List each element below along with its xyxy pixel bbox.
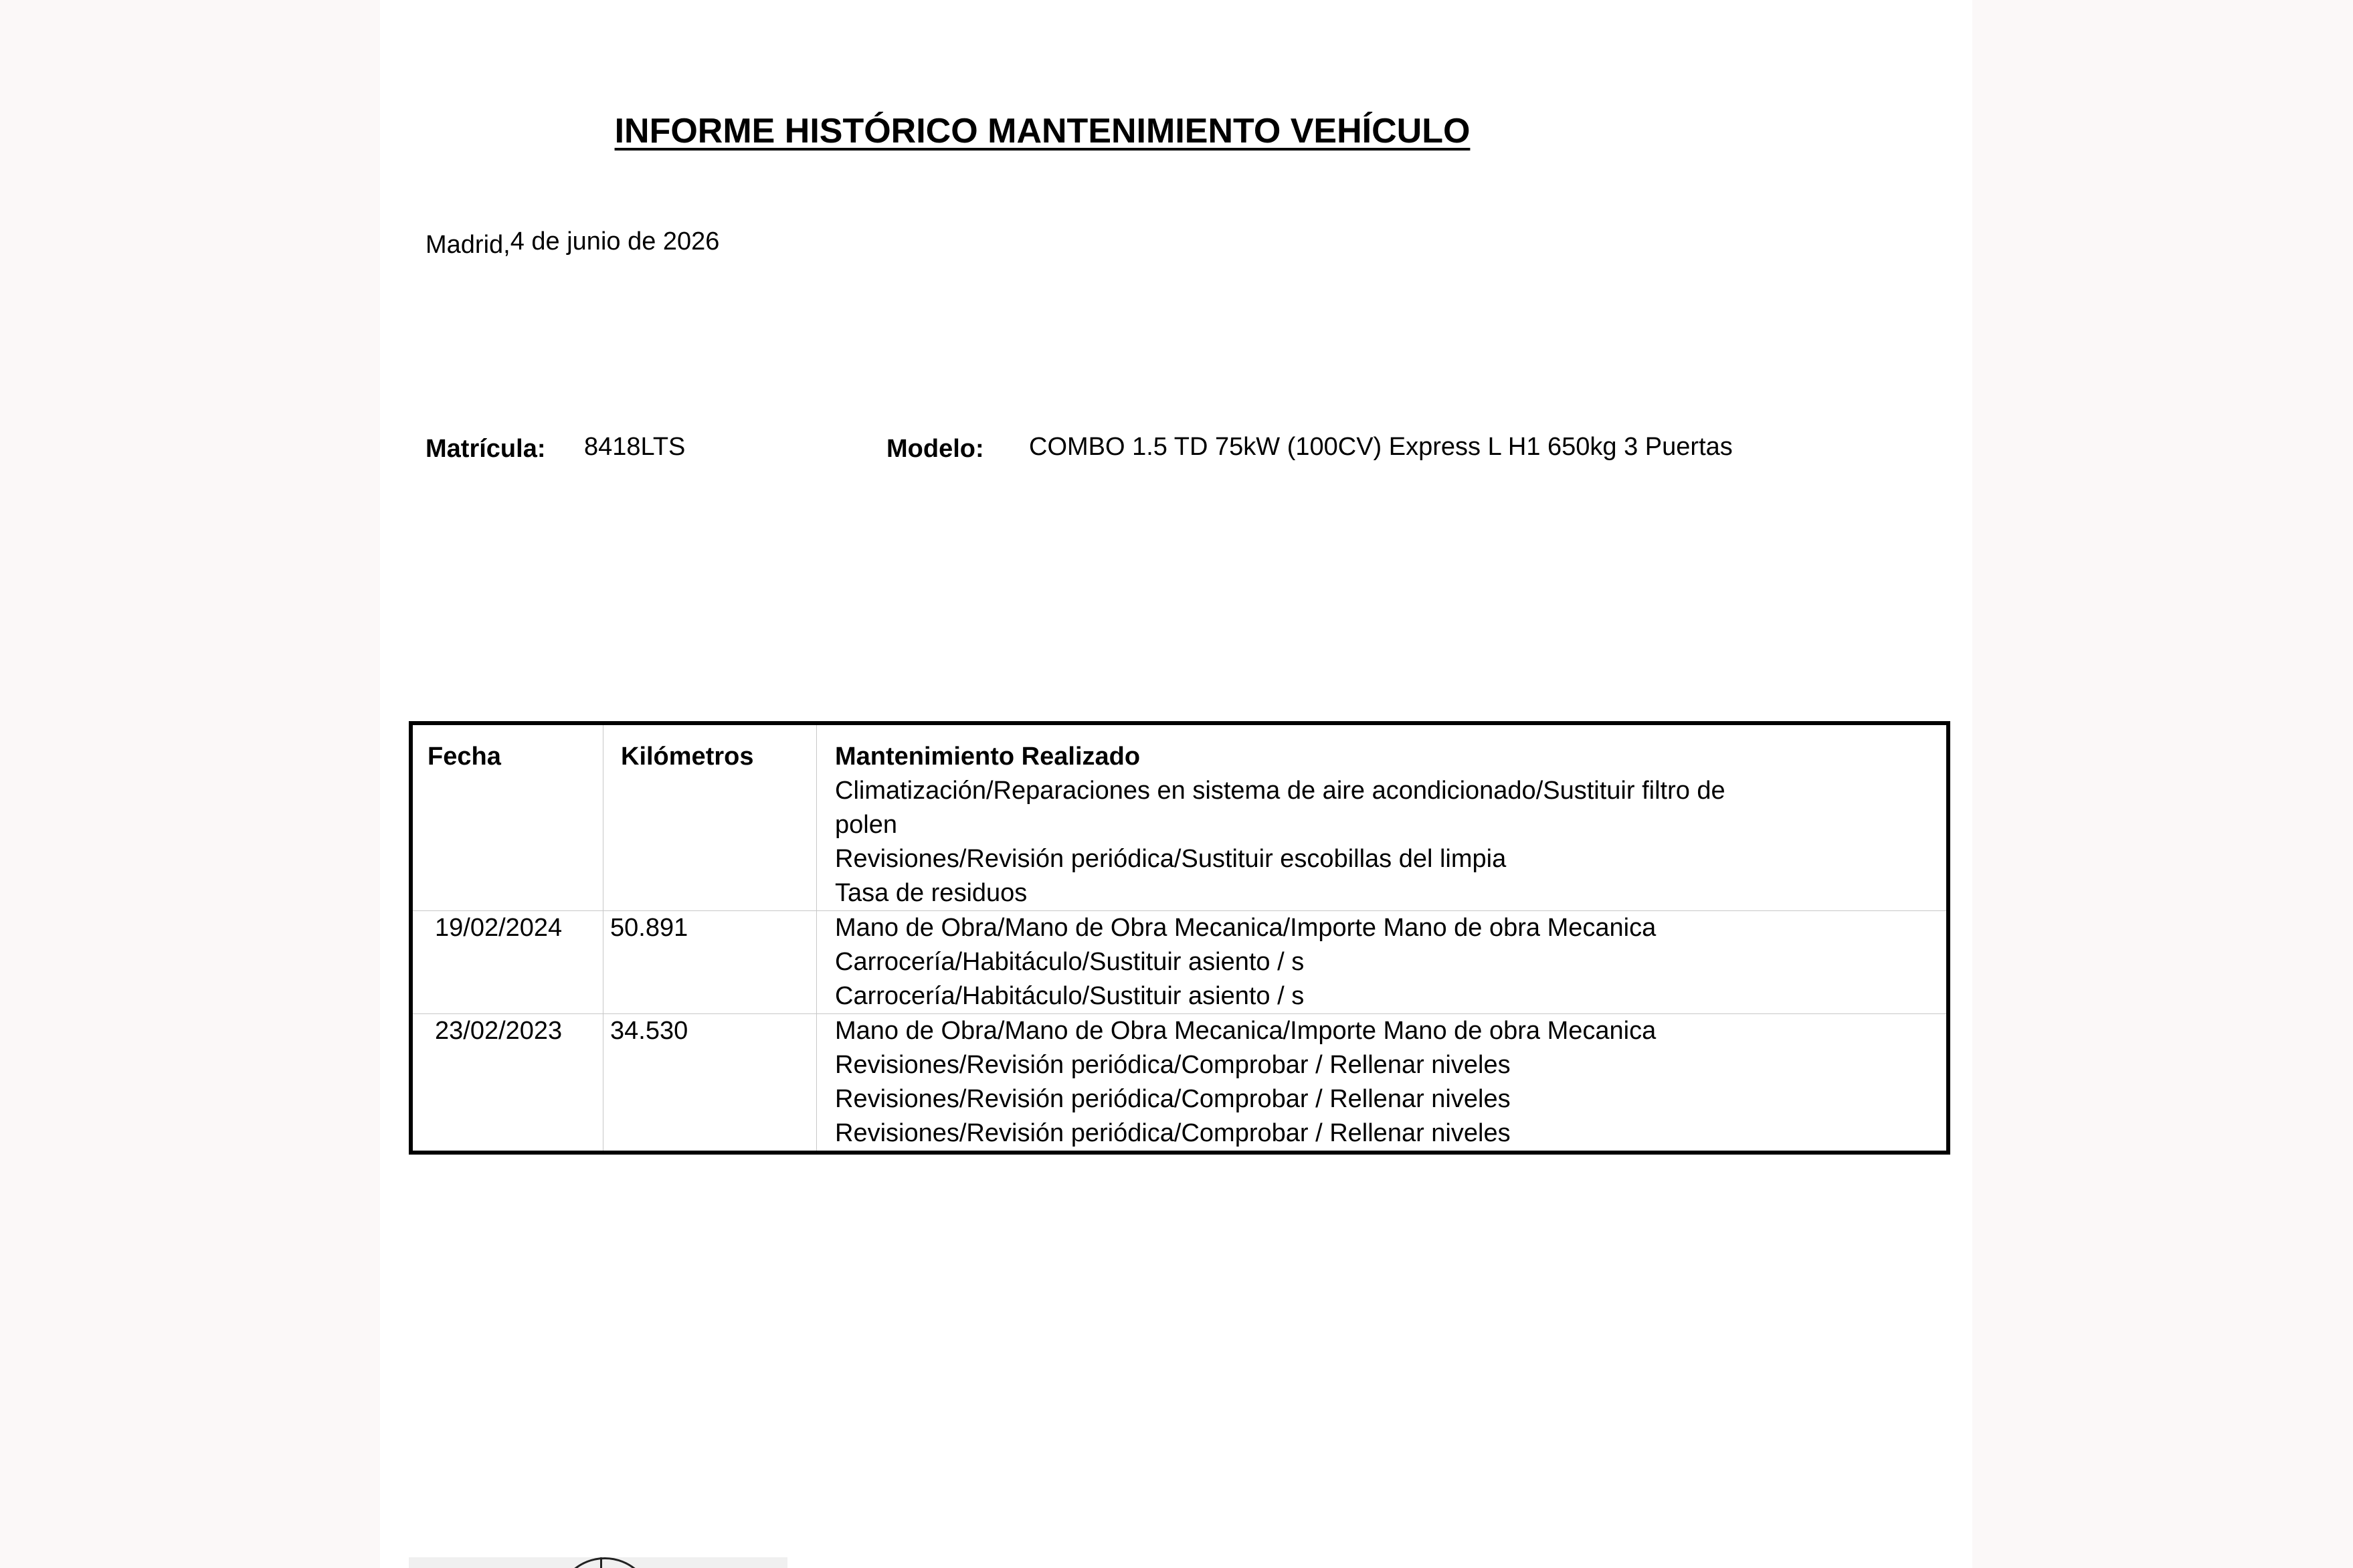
table-header-row bbox=[411, 723, 1948, 911]
place-date bbox=[426, 227, 720, 259]
header-km bbox=[603, 723, 817, 911]
list-item: Revisiones/Revisión periódica/Comprobar / Rellenar niveles bbox=[835, 1085, 1511, 1113]
city: Madrid, bbox=[426, 231, 510, 259]
list-item: Carrocería/Habitáculo/Sustituir asiento / s bbox=[835, 982, 1305, 1010]
header-fecha bbox=[411, 723, 603, 911]
list-item: Mano de Obra/Mano de Obra Mecanica/Importe Mano de obra Mecanica bbox=[835, 1017, 1657, 1045]
stamp-mark-icon bbox=[600, 1557, 602, 1568]
table-row bbox=[411, 1014, 1948, 1153]
maintenance-table bbox=[409, 721, 1950, 1155]
table-row bbox=[411, 911, 1948, 1014]
header-km-label: Kilómetros bbox=[621, 743, 754, 771]
row-km: 50.891 bbox=[603, 911, 817, 1014]
list-item: Revisiones/Revisión periódica/Comprobar / Rellenar niveles bbox=[835, 1119, 1511, 1147]
list-item: Revisiones/Revisión periódica/Comprobar / Rellenar niveles bbox=[835, 1051, 1511, 1079]
model-value: COMBO 1.5 TD 75kW (100CV) Express L H1 650kg 3 Puertas bbox=[1029, 433, 1733, 461]
header-mantenimiento bbox=[817, 723, 1949, 911]
row-fecha: 23/02/2023 bbox=[411, 1014, 603, 1153]
stamp-circle-icon bbox=[556, 1557, 654, 1568]
company-stamp bbox=[409, 1557, 787, 1568]
header-fecha-label: Fecha bbox=[428, 743, 501, 771]
model-label: Modelo: bbox=[886, 435, 984, 463]
list-item: Revisiones/Revisión periódica/Sustituir escobillas del limpia bbox=[835, 845, 1507, 873]
list-item: Carrocería/Habitáculo/Sustituir asiento / s bbox=[835, 948, 1305, 976]
list-item: Mano de Obra/Mano de Obra Mecanica/Importe Mano de obra Mecanica bbox=[835, 914, 1657, 942]
document-page bbox=[380, 0, 1972, 1568]
row-mantenimiento bbox=[817, 1014, 1949, 1153]
document-title: INFORME HISTÓRICO MANTENIMIENTO VEHÍCULO bbox=[614, 112, 1471, 151]
plate-value: 8418LTS bbox=[584, 433, 686, 461]
list-item: Climatización/Reparaciones en sistema de aire acondicionado/Sustituir filtro de polen bbox=[835, 777, 1725, 839]
report-date: 4 de junio de 2026 bbox=[510, 227, 720, 256]
row-mantenimiento bbox=[817, 911, 1949, 1014]
plate-label: Matrícula: bbox=[426, 435, 546, 463]
header-mantenimiento-label: Mantenimiento Realizado bbox=[835, 743, 1141, 771]
list-item: Tasa de residuos bbox=[835, 879, 1028, 907]
row-fecha: 19/02/2024 bbox=[411, 911, 603, 1014]
row-km: 34.530 bbox=[603, 1014, 817, 1153]
